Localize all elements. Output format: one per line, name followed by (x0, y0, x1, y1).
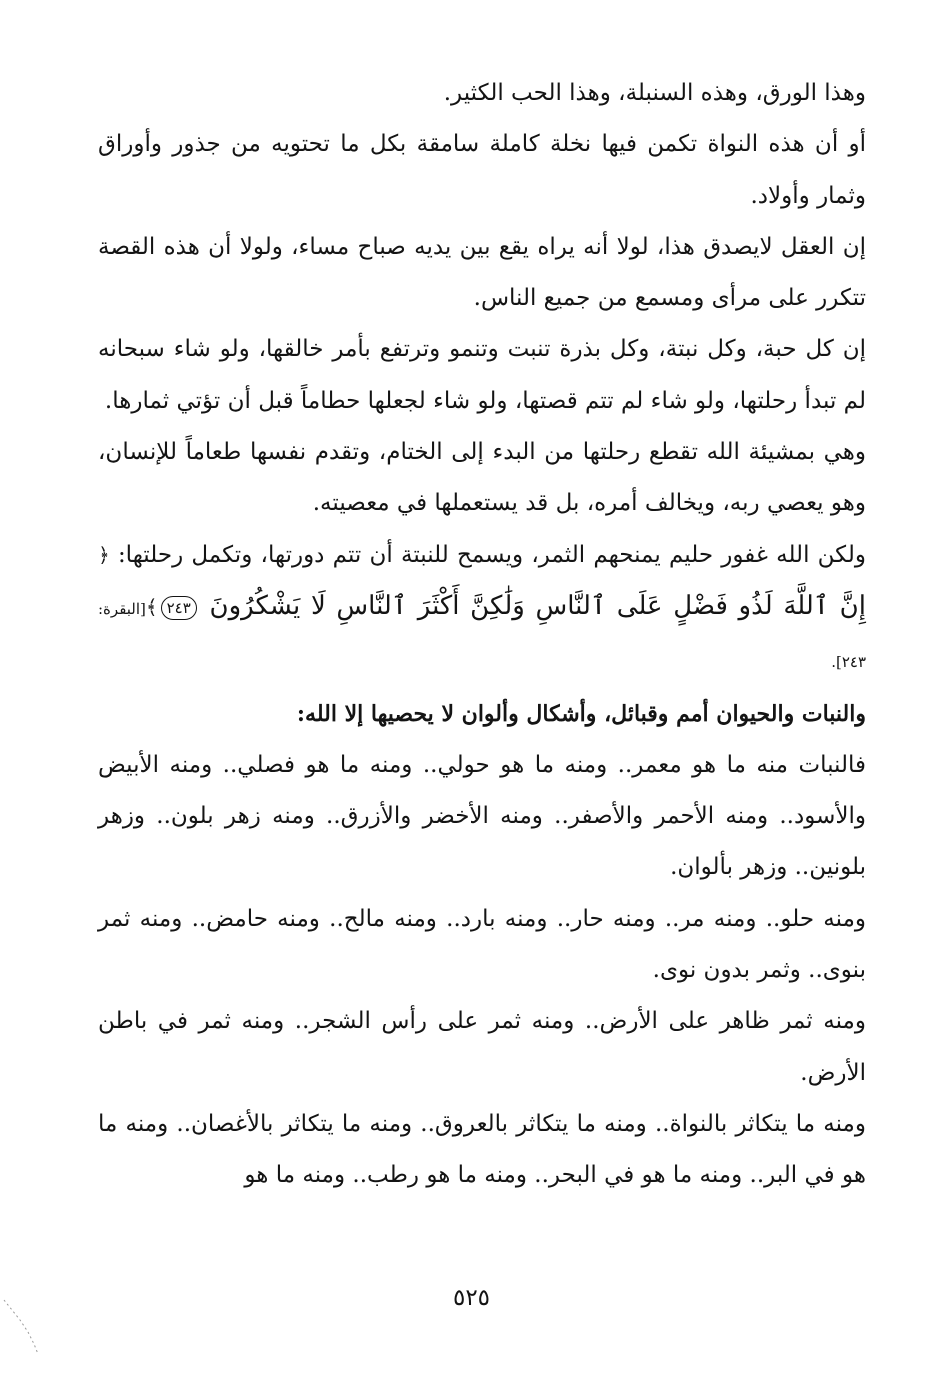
section-heading: والنبات والحيوان أمم وقبائل، وأشكال وألوان لا يحصيها إلا الله: (296, 700, 866, 727)
paragraph-3: إن العقل لايصدق هذا، لولا أنه يراه يقع بين يديه صباح مساء، ولولا أن هذه القصة تتكرر على مرأى ومسمع من جميع الناس. (98, 233, 867, 312)
page-number: ٥٢٥ (452, 1285, 491, 1311)
paragraph-1: وهذا الورق، وهذه السنبلة، وهذا الحب الكثير. (443, 80, 866, 106)
paragraph-8: ومنه ثمر ظاهر على الأرض.. ومنه ثمر على رأس الشجر.. ومنه ثمر في باطن الأرض. (98, 1008, 866, 1086)
scan-edge-mark (2, 1296, 40, 1358)
quran-open-bracket: ﴿ (98, 542, 110, 567)
quran-citation: [البقرة: ٢٤٣]. (98, 599, 866, 672)
quran-verse: إِنَّ ٱللَّهَ لَذُو فَضْلٍ عَلَى ٱلنَّاسِ وَلَٰكِنَّ أَكْثَرَ ٱلنَّاسِ لَا يَشْكُرُونَ (209, 590, 866, 621)
quran-close-bracket: ﴾ (145, 594, 158, 619)
paragraph-9: ومنه ما يتكاثر بالنواة.. ومنه ما يتكاثر بالعروق.. ومنه ما يتكاثر بالأغصان.. ومنه ما هو في البر.. ومنه ما هو في البحر.. ومنه ما هو رطب.. ومنه ما هو (98, 1110, 866, 1189)
paragraph-2: أو أن هذه النواة تكمن فيها نخلة كاملة سامقة بكل ما تحتويه من جذور وأوراق وثمار وأولاد. (98, 131, 866, 209)
paragraph-5: وهي بمشيئة الله تقطع رحلتها من البدء إلى الختام، وتقدم نفسها طعاماً للإنسان، وهو يعصي ربه، ويخالف أمره، بل قد يستعملها في معصيته. (98, 439, 866, 517)
paragraph-4: إن كل حبة، وكل نبتة، وكل بذرة تنبت وتنمو وترتفع بأمر خالقها، ولو شاء سبحانه لم تبدأ رحلتها، ولو شاء لم تتم قصتها، ولو شاء لجعلها حطاماً قبل أن تؤتي ثمارها. (98, 336, 866, 414)
quran-paragraph (98, 530, 866, 689)
paragraph-6: فالنبات منه ما هو معمر.. ومنه ما هو حولي.. ومنه ما هو فصلي.. ومنه الأبيض والأسود.. ومنه الأحمر والأصفر.. ومنه الأخضر والأزرق.. ومنه زهر بلون.. وزهر بلونين.. وزهر بألوان. (98, 751, 866, 881)
verse-number-marker: ٢٤٣ (161, 596, 197, 620)
page-body-text (98, 68, 866, 1202)
paragraph-7: ومنه حلو.. ومنه مر.. ومنه حار.. ومنه بارد.. ومنه مالح.. ومنه حامض.. ومنه ثمر بنوى.. وثمر بدون نوى. (98, 905, 866, 984)
quran-intro-text: ولكن الله غفور حليم يمنحهم الثمر، ويسمح للنبتة أن تتم دورتها، وتكمل رحلتها: (117, 541, 866, 568)
